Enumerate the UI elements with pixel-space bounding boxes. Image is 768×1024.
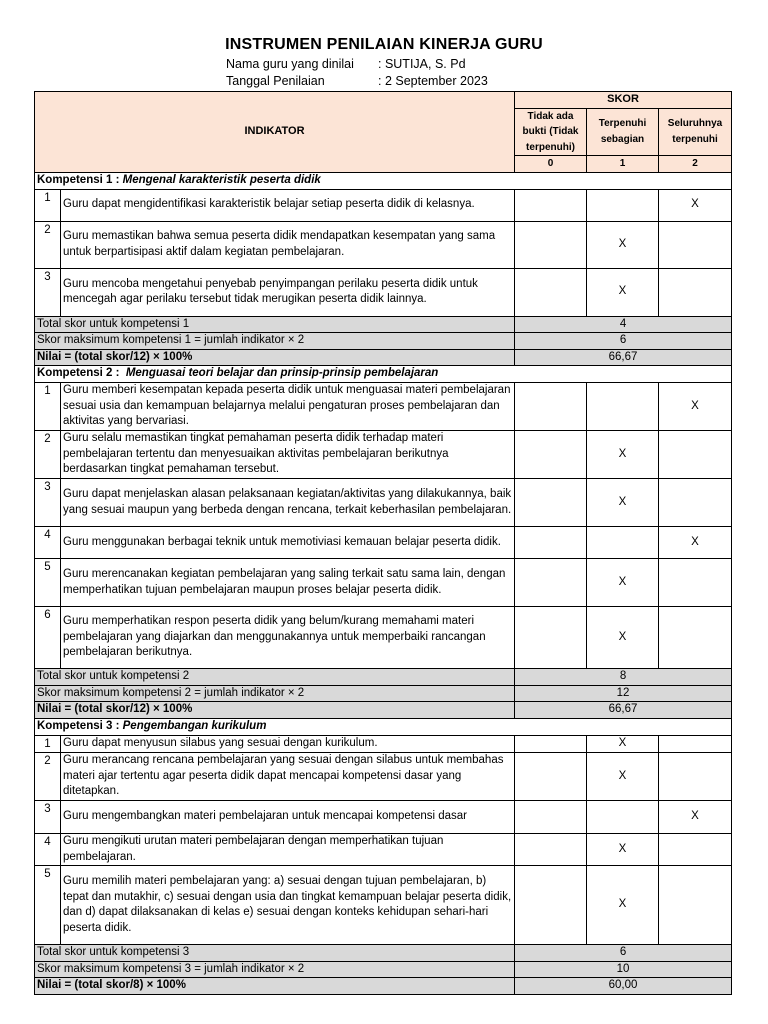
score-1-cell[interactable]: X [587, 431, 659, 479]
competency-name: Mengenal karakteristik peserta didik [122, 173, 321, 186]
indicator-text: Guru merencanakan kegiatan pembelajaran yang saling terkait satu sama lain, dengan memperhatikan tujuan pembelajaran maupun proses belajar peserta didik. [61, 559, 515, 607]
max-score-label: Skor maksimum kompetensi 1 = jumlah indikator × 2 [35, 333, 515, 350]
assessment-table [34, 91, 732, 995]
score-1-cell[interactable] [587, 189, 659, 221]
score-1-cell[interactable] [587, 801, 659, 834]
score-2-cell[interactable] [659, 753, 732, 801]
score-1-cell[interactable]: X [587, 735, 659, 753]
table-row [35, 753, 732, 801]
total-score-row [35, 945, 732, 962]
total-score-row [35, 669, 732, 686]
total-score-value: 8 [515, 669, 732, 686]
table-row [35, 221, 732, 268]
score-1-value: 1 [587, 156, 659, 173]
indicator-number: 1 [35, 735, 61, 753]
indicator-number: 6 [35, 607, 61, 669]
teacher-name-label: Nama guru yang dinilai [226, 57, 354, 71]
indicator-number: 4 [35, 527, 61, 559]
indicator-number: 3 [35, 801, 61, 834]
max-score-row [35, 685, 732, 702]
assessment-date-row [226, 74, 488, 88]
score-1-header: Terpenuhi sebagian [587, 108, 659, 156]
indicator-text: Guru memperhatikan respon peserta didik yang belum/kurang memahami materi pembelajaran yang diajarkan dan menggunakannya untuk memperbaiki rancangan pembelajaran berikutnya. [61, 607, 515, 669]
indicator-number: 2 [35, 753, 61, 801]
indicator-text: Guru memastikan bahwa semua peserta didik mendapatkan kesempatan yang sama untuk berpartisipasi aktif dalam kegiatan pembelajaran. [61, 221, 515, 268]
score-2-cell[interactable]: X [659, 527, 732, 559]
score-2-cell[interactable] [659, 479, 732, 527]
indicator-text: Guru memberi kesempatan kepada peserta didik untuk menguasai materi pembelajaran sesuai usia dan kemampuan belajarnya melalui pengaturan proses pembelajaran dan aktivitas yang bervariasi. [61, 383, 515, 431]
indicator-number: 3 [35, 479, 61, 527]
score-2-cell[interactable] [659, 559, 732, 607]
indicator-text: Guru dapat mengidentifikasi karakteristik belajar setiap peserta didik di kelasnya. [61, 189, 515, 221]
table-row [35, 383, 732, 431]
score-1-cell[interactable]: X [587, 607, 659, 669]
total-score-value: 4 [515, 316, 732, 333]
score-1-cell[interactable]: X [587, 268, 659, 316]
indicator-text: Guru dapat menjelaskan alasan pelaksanaan kegiatan/aktivitas yang dilakukannya, baik yang sesuai maupun yang berbeda dengan rencana, terkait keberhasilan pembelajaran. [61, 479, 515, 527]
score-0-cell[interactable] [515, 735, 587, 753]
assessment-date-value: : 2 September 2023 [378, 74, 488, 88]
max-score-value: 12 [515, 685, 732, 702]
score-0-cell[interactable] [515, 383, 587, 431]
table-row [35, 527, 732, 559]
indicator-text: Guru memilih materi pembelajaran yang: a) sesuai dengan tujuan pembelajaran, b) tepat dan mutakhir, c) sesuai dengan usia dan tingkat kemampuan belajar peserta didik, dan d) dapat dilaksanakan di kelas e) sesuai dengan konteks kehidupan sehari-hari peserta didik. [61, 866, 515, 945]
teacher-name-value: : SUTIJA, S. Pd [378, 57, 466, 71]
indicator-number: 1 [35, 189, 61, 221]
score-2-cell[interactable] [659, 607, 732, 669]
score-0-cell[interactable] [515, 866, 587, 945]
max-score-label: Skor maksimum kompetensi 2 = jumlah indikator × 2 [35, 685, 515, 702]
nilai-row [35, 702, 732, 719]
total-score-value: 6 [515, 945, 732, 962]
competency-header-row [35, 172, 732, 189]
score-1-cell[interactable] [587, 527, 659, 559]
competency-title [35, 366, 732, 383]
table-row [35, 559, 732, 607]
competency-prefix: Kompetensi 3 : [37, 719, 123, 732]
competency-name: Menguasai teori belajar dan prinsip-prinsip pembelajaran [125, 367, 439, 380]
nilai-row [35, 349, 732, 366]
indicator-number: 1 [35, 383, 61, 431]
score-0-cell[interactable] [515, 607, 587, 669]
score-0-value: 0 [515, 156, 587, 173]
score-0-cell[interactable] [515, 189, 587, 221]
nilai-row [35, 978, 732, 995]
score-0-header: Tidak ada bukti (Tidak terpenuhi) [515, 108, 587, 156]
score-1-cell[interactable]: X [587, 221, 659, 268]
score-2-cell[interactable] [659, 268, 732, 316]
total-score-row [35, 316, 732, 333]
score-2-cell[interactable] [659, 866, 732, 945]
indicator-number: 3 [35, 268, 61, 316]
score-1-cell[interactable]: X [587, 753, 659, 801]
score-0-cell[interactable] [515, 527, 587, 559]
indikator-header: INDIKATOR [35, 92, 515, 173]
score-0-cell[interactable] [515, 221, 587, 268]
competency-prefix: Kompetensi 1 : [37, 173, 123, 186]
skor-header: SKOR [515, 92, 732, 109]
table-header-row [35, 92, 732, 109]
score-0-cell[interactable] [515, 753, 587, 801]
table-row [35, 735, 732, 753]
page-title: INSTRUMEN PENILAIAN KINERJA GURU [225, 36, 543, 53]
score-1-cell[interactable]: X [587, 834, 659, 866]
teacher-name-row [226, 57, 466, 71]
score-2-header: Seluruhnya terpenuhi [659, 108, 732, 156]
competency-title [35, 718, 732, 735]
max-score-label: Skor maksimum kompetensi 3 = jumlah indikator × 2 [35, 961, 515, 978]
score-0-cell[interactable] [515, 834, 587, 866]
total-score-label: Total skor untuk kompetensi 2 [35, 669, 515, 686]
score-0-cell[interactable] [515, 559, 587, 607]
competency-prefix: Kompetensi 2 : [37, 367, 126, 380]
total-score-label: Total skor untuk kompetensi 3 [35, 945, 515, 962]
score-2-cell[interactable]: X [659, 383, 732, 431]
indicator-text: Guru mengikuti urutan materi pembelajaran dengan memperhatikan tujuan pembelajaran. [61, 834, 515, 866]
indicator-number: 2 [35, 221, 61, 268]
table-row [35, 607, 732, 669]
indicator-number: 4 [35, 834, 61, 866]
competency-header-row [35, 366, 732, 383]
score-2-cell[interactable] [659, 834, 732, 866]
nilai-value: 66,67 [515, 702, 732, 719]
indicator-text: Guru dapat menyusun silabus yang sesuai dengan kurikulum. [61, 735, 515, 753]
score-2-value: 2 [659, 156, 732, 173]
score-2-cell[interactable]: X [659, 189, 732, 221]
score-0-cell[interactable] [515, 801, 587, 834]
score-1-cell[interactable] [587, 383, 659, 431]
nilai-label: Nilai = (total skor/8) × 100% [35, 978, 515, 995]
indicator-number: 5 [35, 866, 61, 945]
nilai-label: Nilai = (total skor/12) × 100% [35, 702, 515, 719]
indicator-text: Guru mengembangkan materi pembelajaran untuk mencapai kompetensi dasar [61, 801, 515, 834]
score-2-cell[interactable]: X [659, 801, 732, 834]
competency-title [35, 172, 732, 189]
max-score-row [35, 333, 732, 350]
competency-header-row [35, 718, 732, 735]
score-2-cell[interactable] [659, 431, 732, 479]
nilai-value: 66,67 [515, 349, 732, 366]
table-row [35, 866, 732, 945]
table-row [35, 268, 732, 316]
table-row [35, 479, 732, 527]
table-row [35, 801, 732, 834]
indicator-text: Guru mencoba mengetahui penyebab penyimpangan perilaku peserta didik untuk mencegah agar perilaku tersebut tidak merugikan peserta didik lainnya. [61, 268, 515, 316]
max-score-value: 6 [515, 333, 732, 350]
nilai-value: 60,00 [515, 978, 732, 995]
score-0-cell[interactable] [515, 479, 587, 527]
total-score-label: Total skor untuk kompetensi 1 [35, 316, 515, 333]
table-row [35, 431, 732, 479]
score-0-cell[interactable] [515, 268, 587, 316]
score-1-cell[interactable]: X [587, 866, 659, 945]
nilai-label: Nilai = (total skor/12) × 100% [35, 349, 515, 366]
max-score-row [35, 961, 732, 978]
score-0-cell[interactable] [515, 431, 587, 479]
score-2-cell[interactable] [659, 735, 732, 753]
indicator-text: Guru selalu memastikan tingkat pemahaman peserta didik terhadap materi pembelajaran tertentu dan menyesuaikan aktivitas pembelajaran berikutnya berdasarkan tingkat pemahaman tersebut. [61, 431, 515, 479]
table-row [35, 834, 732, 866]
indicator-text: Guru merancang rencana pembelajaran yang sesuai dengan silabus untuk membahas materi ajar tertentu agar peserta didik dapat mencapai kompetensi dasar yang ditetapkan. [61, 753, 515, 801]
assessment-date-label: Tanggal Penilaian [226, 74, 325, 88]
max-score-value: 10 [515, 961, 732, 978]
score-2-cell[interactable] [659, 221, 732, 268]
indicator-number: 5 [35, 559, 61, 607]
table-row [35, 189, 732, 221]
competency-name: Pengembangan kurikulum [122, 719, 267, 732]
score-1-cell[interactable]: X [587, 479, 659, 527]
indicator-number: 2 [35, 431, 61, 479]
score-1-cell[interactable]: X [587, 559, 659, 607]
indicator-text: Guru menggunakan berbagai teknik untuk memotiviasi kemauan belajar peserta didik. [61, 527, 515, 559]
